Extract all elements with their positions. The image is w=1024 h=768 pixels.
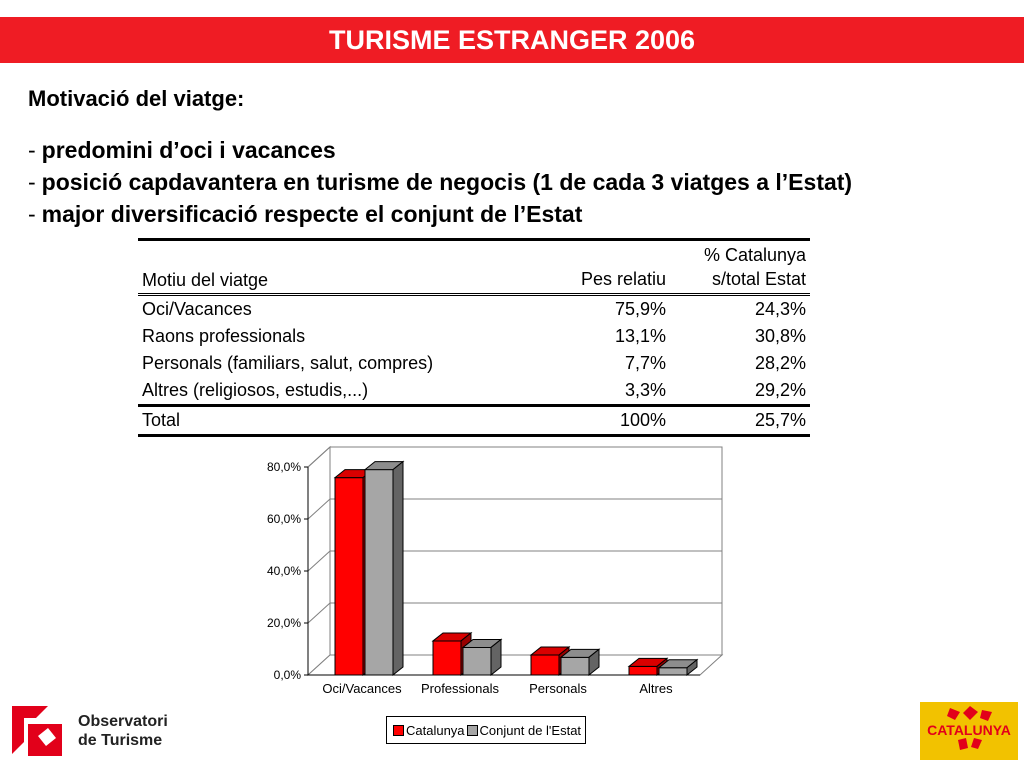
observatori-logo-line1: Observatori <box>78 713 168 730</box>
column-header-catalunya-line2: s/total Estat <box>711 269 806 289</box>
bar-estat <box>365 462 403 675</box>
column-header-catalunya <box>670 240 810 295</box>
bullet-item: - posició capdavantera en turisme de negocis (1 de cada 3 viatges a l’Estat) <box>28 169 853 195</box>
bar-front <box>335 478 363 675</box>
bar-front <box>365 470 393 675</box>
section-title: Motivació del viatge: <box>28 86 245 111</box>
bar-front <box>531 655 559 675</box>
legend-swatch-catalunya <box>393 725 404 736</box>
legend-swatch-estat <box>467 725 478 736</box>
x-tick-label: Professionals <box>420 681 500 696</box>
page-title: TURISME ESTRANGER 2006 <box>328 24 696 55</box>
cell-motiu: Oci/Vacances <box>142 299 252 319</box>
bullet-text: major diversificació respecte el conjunt de l’Estat <box>41 201 583 227</box>
bullet-item: - major diversificació respecte el conjunt de l’Estat <box>28 201 583 227</box>
legend-label-estat: Conjunt de l'Estat <box>479 722 582 738</box>
cell-pes: 75,9% <box>614 299 666 319</box>
bullet-list <box>28 134 852 230</box>
bullet-text: predomini d’oci i vacances <box>41 137 336 163</box>
y-tick-label: 80,0% <box>266 460 301 474</box>
catalunya-logo-text: CATALUNYA <box>927 722 1011 738</box>
cell-catalunya: 24,3% <box>754 299 806 319</box>
bar-front <box>659 668 687 675</box>
table-row <box>138 323 810 350</box>
motivation-table <box>138 238 810 437</box>
legend-label-catalunya: Catalunya <box>406 722 465 738</box>
cell-pes: 3,3% <box>624 380 666 400</box>
cell-catalunya: 30,8% <box>754 326 806 346</box>
table-row <box>138 295 810 324</box>
y-tick-label: 60,0% <box>266 512 301 526</box>
bar-estat <box>561 649 599 675</box>
table-header-row <box>138 240 810 295</box>
cell-catalunya: 29,2% <box>754 380 806 400</box>
bar-chart <box>250 445 730 697</box>
cell-total-catalunya: 25,7% <box>670 406 810 436</box>
cell-motiu: Altres (religiosos, estudis,...) <box>142 380 369 400</box>
bar-front <box>433 641 461 675</box>
cell-catalunya: 28,2% <box>754 353 806 373</box>
bullet-item: - predomini d’oci i vacances <box>28 137 336 163</box>
cell-pes: 13,1% <box>614 326 666 346</box>
title-bar <box>0 17 1024 63</box>
table-row <box>138 377 810 406</box>
chart-legend <box>386 716 586 744</box>
observatori-logo-text <box>78 712 168 750</box>
table-total-row <box>138 406 810 436</box>
x-tick-label: Altres <box>639 681 673 696</box>
column-header-pes: Pes relatiu <box>580 269 666 289</box>
x-tick-label: Oci/Vacances <box>322 681 402 696</box>
bar-front <box>629 666 657 675</box>
y-tick-label: 0,0% <box>273 668 301 682</box>
cell-pes: 7,7% <box>624 353 666 373</box>
bar-estat <box>463 639 501 675</box>
bar-side <box>393 462 403 675</box>
cell-motiu: Raons professionals <box>142 326 306 346</box>
y-tick-label: 40,0% <box>266 564 301 578</box>
x-tick-label: Personals <box>529 681 587 696</box>
bar-front <box>561 657 589 675</box>
catalunya-logo <box>920 702 1018 760</box>
column-header-motiu: Motiu del viatge <box>142 270 269 290</box>
observatori-logo-mark <box>8 702 66 760</box>
table-row <box>138 350 810 377</box>
column-header-catalunya-line1: % Catalunya <box>703 245 806 265</box>
bar-front <box>463 647 491 675</box>
cell-motiu: Personals (familiars, salut, compres) <box>142 353 434 373</box>
observatori-logo <box>8 700 178 762</box>
bullet-text: posició capdavantera en turisme de negocis (1 de cada 3 viatges a l’Estat) <box>41 169 853 195</box>
observatori-logo-line2: de Turisme <box>78 732 163 749</box>
cell-total-pes: 100% <box>558 406 670 436</box>
cell-total-label: Total <box>138 406 558 436</box>
y-tick-label: 20,0% <box>266 616 301 630</box>
